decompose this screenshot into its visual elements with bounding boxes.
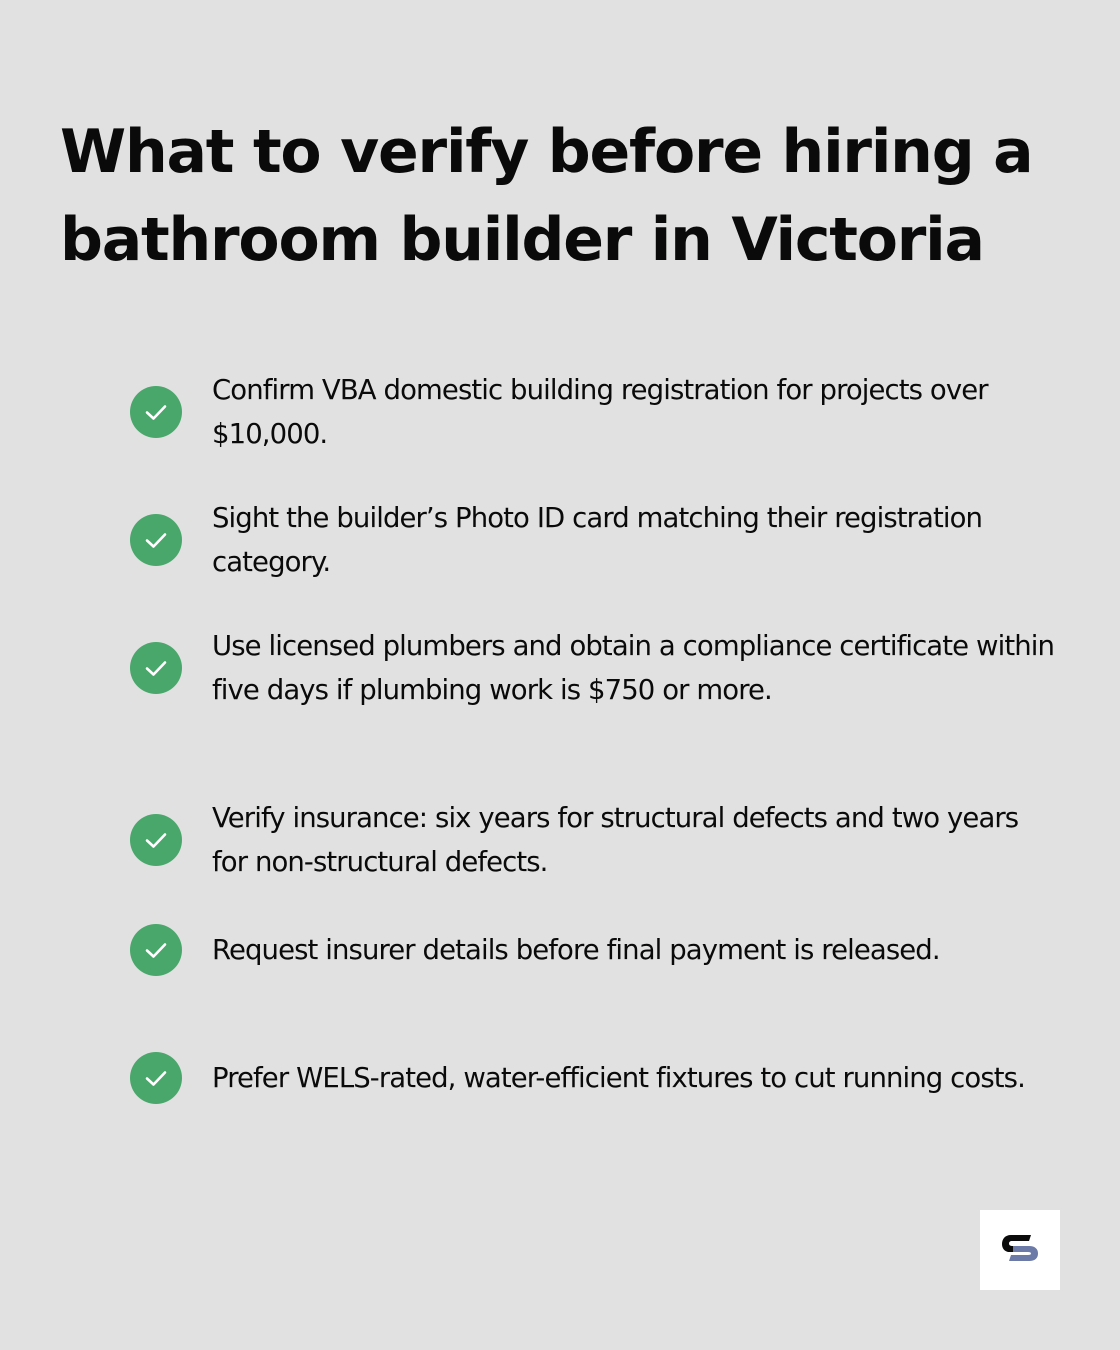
- page-title: What to verify before hiring a bathroom builder in Victoria: [60, 117, 1033, 275]
- brand-logo-icon: [1001, 1234, 1039, 1266]
- checklist-item: [130, 368, 1060, 456]
- check-icon: [130, 514, 182, 566]
- checklist-item: [130, 496, 1060, 584]
- checklist-item: [130, 924, 1060, 976]
- checklist-item-text: Prefer WELS-rated, water-efficient fixtures to cut running costs.: [212, 1062, 1025, 1094]
- check-icon: [130, 814, 182, 866]
- check-icon: [130, 386, 182, 438]
- checklist-item-text: Request insurer details before final payment is released.: [212, 934, 940, 966]
- checklist-item-text: Use licensed plumbers and obtain a compliance certificate within five days if plumbing work is $750 or more.: [212, 630, 1055, 706]
- checklist-item-text: Confirm VBA domestic building registration for projects over $10,000.: [212, 374, 988, 450]
- checklist-item-text: Sight the builder’s Photo ID card matching their registration category.: [212, 502, 983, 578]
- checklist-item-text: Verify insurance: six years for structural defects and two years for non-structural defects.: [212, 802, 1019, 878]
- checklist-item: [130, 1052, 1060, 1104]
- brand-logo: [980, 1210, 1060, 1290]
- checklist-item: [130, 624, 1060, 712]
- checklist-item: [130, 796, 1060, 884]
- check-icon: [130, 924, 182, 976]
- check-icon: [130, 1052, 182, 1104]
- check-icon: [130, 642, 182, 694]
